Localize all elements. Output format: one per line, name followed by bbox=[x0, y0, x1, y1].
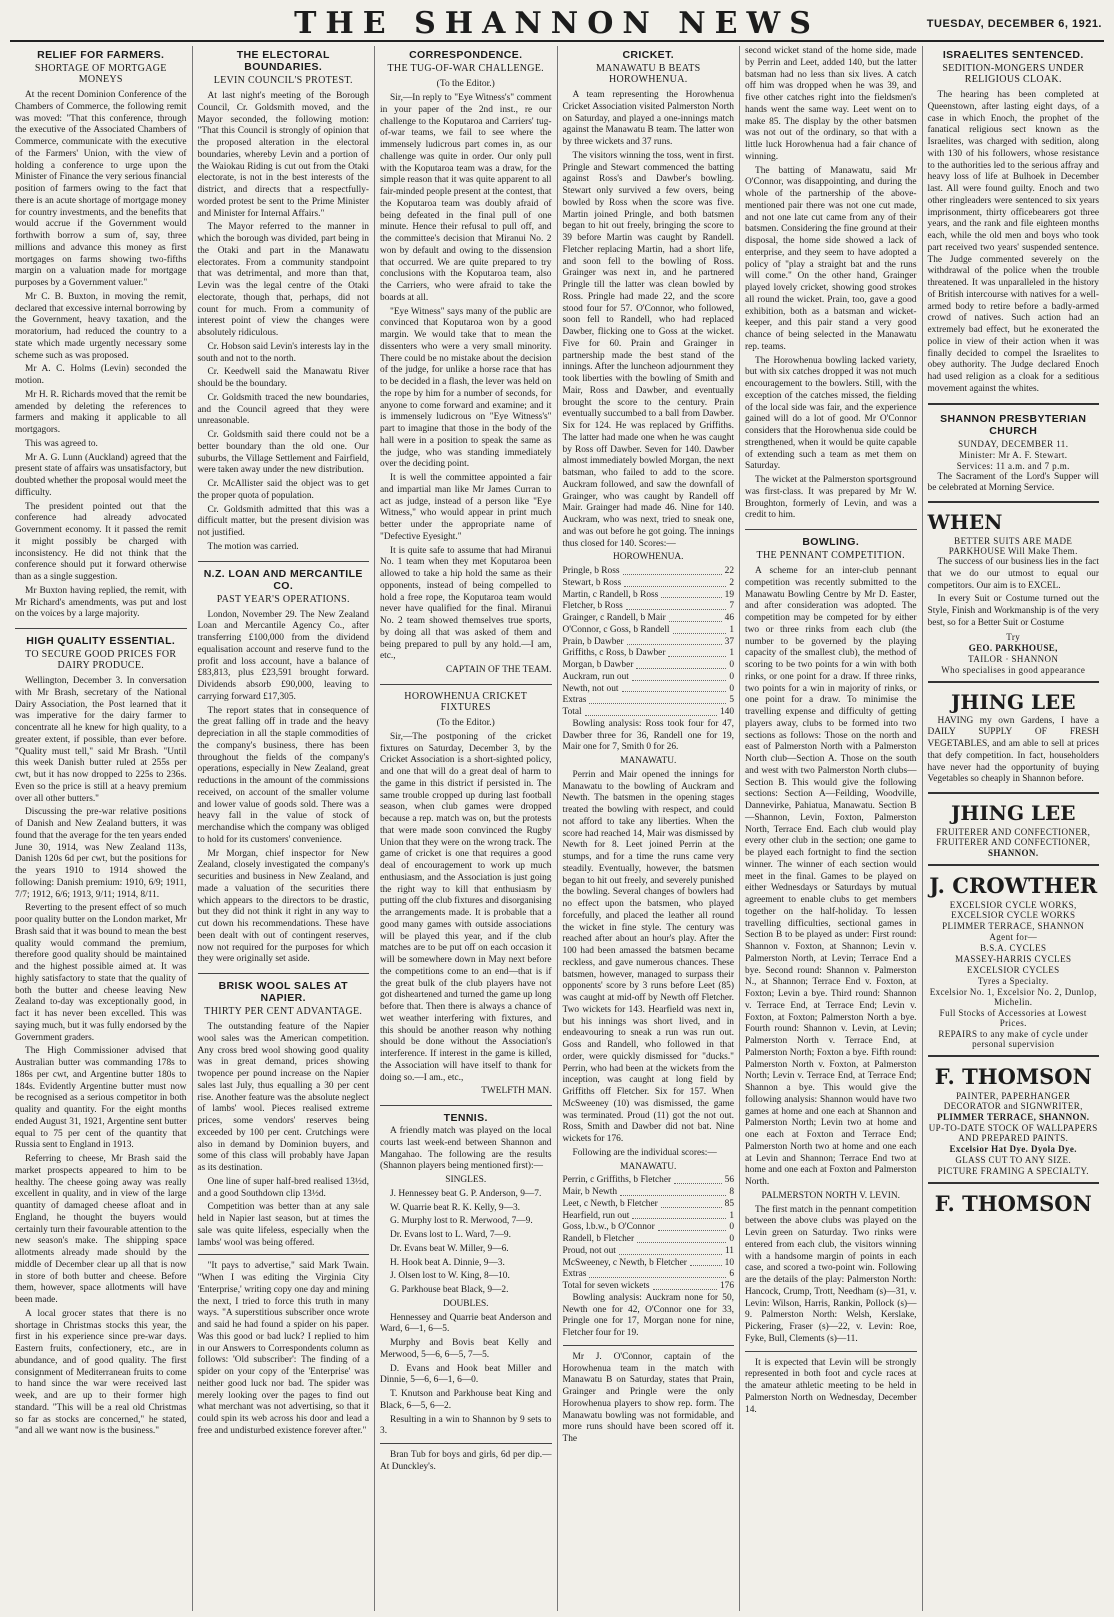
paragraph: Competition was better than at any sale held in Napier last season, but at times the sale was quite lifeless, especially when the lambs' wool was being offered. bbox=[197, 1202, 369, 1248]
paragraph: The Mayor referred to the manner in which the borough was divided, part being in the Otaki and part in the Manawatu electorates. From a community standpoint that was detrimental, and more than that, Levin was the legal centre of the Otaki electorate, though that, perhaps, did not count for much. From a community of interest point of view the changes were absolutely ridiculous. bbox=[197, 222, 369, 338]
score-row bbox=[563, 684, 735, 696]
result-line: J. Hennessey beat G. P. Anderson, 9—7. bbox=[390, 1188, 542, 1199]
score-label: Fletcher, b Ross bbox=[562, 601, 623, 612]
subheadline: THE TUG-OF-WAR CHALLENGE. bbox=[387, 63, 544, 74]
score-value: 6 bbox=[729, 1269, 734, 1280]
score-label: Proud, not out bbox=[562, 1245, 616, 1256]
divider bbox=[563, 1345, 735, 1346]
subheadline: PAST YEAR'S OPERATIONS. bbox=[216, 593, 350, 605]
score-label: Goss, l.b.w., b O'Connor bbox=[562, 1222, 655, 1233]
score-row bbox=[563, 566, 735, 578]
paragraph: The hearing has been completed at Queenstown, after lasting eight days, of a case in which Enoch, the prophet of the fanatical religious sect known as the Israelites, was charged with sedition, along with 130 of his followers, whose resistance to the authorities led to the serious affray and heavy loss of life at Bulhoek in December last. All were found guilty. Enoch and two other ringleaders were sentenced to six years imprisonment, thirty officebearers got three years, and the rank and file eighteen months each, while the old men and boys who took part received two years' suspended sentence. The Judge commented severely on the withdrawal of the police when the trouble threatened. It was unparalleled in the history of British intercourse with natives for a well-armed body to retire before a badly-armed crowd of natives. Such action had an extremely bad effect, but he exonerated the police in view of their action when it was finally decided to compel the Israelites to obey authority. The Judge declared Enoch had used religion as a cloak for a seditious movement against the whites. bbox=[927, 90, 1099, 394]
leader-dots bbox=[674, 1175, 721, 1184]
column-6 bbox=[923, 46, 1105, 1611]
advert-parkhouse bbox=[928, 501, 1100, 675]
paragraph: The High Commissioner advised that Australian butter was commanding 178s to 186s per cwt, and Argentine butter 180s to 184s. Evidently Argentine butter must now be recognised as a serious competitor in both quality and quantity. For the eight months ended August 31, 1921, Argentine sent butter equal to 75 per cent of the quantity that Russia sent to England in 1913. bbox=[15, 1046, 187, 1151]
subheadline: SHORTAGE OF MORTGAGE MONEYS bbox=[34, 63, 167, 85]
score-value: 0 bbox=[729, 1222, 734, 1233]
leader-dots bbox=[589, 695, 726, 704]
advert-line: EXCELSIOR CYCLES bbox=[966, 965, 1060, 975]
leader-dots bbox=[658, 1222, 727, 1231]
score-value: 85 bbox=[724, 1198, 734, 1209]
score-value: 46 bbox=[724, 613, 734, 623]
paragraph: Referring to cheese, Mr Brash said the market prospects appeared to him to be healthy. The cheese going away was really excellent in quality, and in view of the large quantity of damaged cheese afloat and in England, he thought the buyers would certainly turn their favourable attention to the new season's make. The shipping space allotments already made should by the middle of December clear up all that is now in store of both butter and cheese. Before them, however, space allotments will have been made. bbox=[15, 1154, 187, 1305]
advert-title: JHING LEE bbox=[950, 689, 1076, 714]
score-label: McSweeney, c Newth, b Fletcher bbox=[562, 1257, 687, 1268]
masthead bbox=[10, 6, 1104, 42]
paragraph: "It pays to advertise," said Mark Twain. "When I was editing the Virginia City 'Enterprise,' writing copy one day and mining the next, I tried to force this truth in many ways. "A superstitious subscriber once wrote and said he had found a spider on his paper. Was this good or bad luck? I replied to him in our Answers to Correspondents column as follows: 'Old subscriber': The finding of a spider on your copy of the 'Enterprise' was neither good luck nor bad. The spider was merely looking over the pages to find out what merchant was not advertising, so that it could spin its web across his door and lead a free and undisturbed existence forever after." bbox=[197, 1261, 369, 1436]
score-value: 5 bbox=[729, 695, 734, 706]
notice-minister: Minister: Mr A. F. Stewart. bbox=[959, 449, 1068, 460]
subheadline: THE PENNANT COMPETITION. bbox=[756, 550, 905, 561]
paragraph: Bowling analysis: Ross took four for 47, Dawber three for 36, Randell one for 19, Mair one for 7, Smith 0 for 26. bbox=[562, 718, 734, 753]
advert-crowther bbox=[928, 864, 1100, 1049]
article-high-quality bbox=[15, 635, 187, 1438]
signature: TWELFTH MAN. bbox=[481, 1086, 552, 1097]
score-label: Griffiths, c Ross, b Dawber bbox=[562, 648, 666, 659]
score-label: Stewart, b Ross bbox=[562, 577, 622, 588]
score-value: 0 bbox=[729, 1234, 734, 1244]
result-line: H. Hook beat A. Dinnie, 9—3. bbox=[390, 1257, 505, 1268]
paragraph: Cr. Goldsmith admitted that this was a difficult matter, but the present division was not justified. bbox=[197, 504, 369, 538]
score-row bbox=[563, 1246, 735, 1258]
score-label: Mair, b Newth bbox=[562, 1187, 618, 1197]
paragraph: The wicket at the Palmerston sportsground was first-class. It was prepared by Mr W. Broughton, formerly of Levin, and was a credit to him. bbox=[745, 475, 917, 521]
article-cricket bbox=[563, 49, 735, 1446]
article-cricket-continued bbox=[745, 46, 917, 522]
advert-line: BETTER SUITS ARE MADE PARKHOUSE Will Make Them. bbox=[948, 536, 1078, 556]
divider bbox=[198, 561, 370, 562]
leader-dots bbox=[653, 1281, 717, 1290]
advert-title: F. THOMSON bbox=[934, 1064, 1092, 1089]
divider bbox=[380, 1105, 552, 1106]
paragraph: It is well the committee appointed a fair and impartial man like Mr James Curran to act as judge, instead of a person like "Eye Witness," who would appear in print much better under the appropriate name of "Defective Eyesight." bbox=[380, 473, 552, 542]
headline: TENNIS. bbox=[443, 1112, 488, 1124]
signature: CAPTAIN OF THE TEAM. bbox=[445, 665, 552, 675]
paragraph: Sir,—The postponing of the cricket fixtures on Saturday, December 3, by the Cricket Association is a short-sighted policy, and one that will do a great deal of harm to the game in this district if persisted in. The same trouble cropped up during last football season, when club games were dropped because a rep. match was on, but the protests that were made soon convinced the Rugby Union that they were on the wrong track. The game of cricket is one that requires a good deal of encouragement to work up much enthusiasm, and the Association is just going the right way to kill that enthusiasm by putting off the club fixtures and disorganising the arrangements made. It is probable that a good many games with outside associations will be played this year, and if the club matches are to be put off on each occasion it will be somewhere down in May next before the competitions come to an end—that is if the great bulk of the club players have not got disheartened and turned the game up long before that. Then there is always a chance of wet weather interfering with fixtures, and this should be another reason why nothing should be done without the Association's interference. If interest in the game is killed, the Association will have itself to thank for doing so.—I am., etc., bbox=[380, 731, 552, 1083]
leader-dots bbox=[668, 648, 726, 657]
divider bbox=[198, 1254, 370, 1255]
advert-thomson-2 bbox=[928, 1182, 1100, 1216]
paragraph: Discussing the pre-war relative positions of Danish and New Zealand butters, it was found that the average for the ten years ended June 30, 1914, was New Zealand 113s, Danish 120s 6d per cwt, but the positions for the years 1910 to 1914 showed the following: Danish premium: 1910, 6/9; 1911, 7/7; 1912, 6/6; 1913, 9/11; 1914, 8/11. bbox=[15, 807, 187, 900]
article-wool-sales bbox=[198, 980, 370, 1438]
divider bbox=[745, 529, 917, 530]
score-row bbox=[563, 613, 735, 625]
leader-dots bbox=[589, 1269, 726, 1278]
score-label: O'Connor, c Goss, b Randell bbox=[562, 624, 670, 635]
score-row bbox=[563, 1187, 735, 1199]
paragraph: Mr C. B. Buxton, in moving the remit, declared that excessive internal borrowing by the Government, heavy taxation, and the moratorium, had reduced the country to a state which made urgently necessary some scheme such as was proposed. bbox=[15, 291, 187, 361]
leader-dots bbox=[619, 1246, 722, 1255]
scorecard-manawatu bbox=[563, 1175, 735, 1281]
score-value: 140 bbox=[719, 707, 734, 717]
score-label: Total bbox=[562, 707, 582, 717]
notice-date: SUNDAY, DECEMBER 11. bbox=[958, 438, 1069, 449]
column-4 bbox=[558, 46, 741, 1611]
paragraph: At last night's meeting of the Borough Council, Cr. Goldsmith moved, and the Mayor seconded, the following motion: "That this Council is strongly of opinion that the proposed alteration in the electoral boundaries, whereby Levin and a portion of the Waiokau Riding is cut out from the Otaki electorate, is not in the best interests of the district, and directs that a respectfully-worded protest be sent to the Prime Minister and Minister for Internal Affairs." bbox=[197, 91, 369, 219]
leader-dots bbox=[585, 707, 717, 716]
score-row bbox=[563, 1269, 735, 1281]
subheadline: LEVIN COUNCIL'S PROTEST. bbox=[213, 75, 353, 86]
score-row bbox=[563, 1234, 735, 1246]
paragraph: It is expected that Levin will be strongly represented in both foot and cycle races at the amateur athletic meeting to be held in Palmerston North on Wednesday, December 14. bbox=[745, 1357, 917, 1415]
score-label: Extras bbox=[562, 1269, 587, 1280]
score-label: Leet, c Newth, b Fletcher bbox=[562, 1198, 658, 1209]
result-line: G. Parkhouse beat Black, 9—2. bbox=[390, 1285, 509, 1295]
article-electoral-boundaries bbox=[198, 49, 370, 554]
advert-line: Tyres a Specialty. bbox=[977, 976, 1049, 986]
columns bbox=[10, 46, 1104, 1611]
paragraph: Following are the individual scores:— bbox=[572, 1147, 717, 1158]
advert-line: PLIMMER TERRACE, SHANNON. bbox=[937, 1112, 1090, 1122]
headline: RELIEF FOR FARMERS. bbox=[37, 49, 165, 61]
paragraph: Mr Buxton having replied, the remit, with Mr Richard's amendments, was put and lost on the voices by a large majority. bbox=[15, 585, 187, 620]
divider bbox=[380, 1443, 552, 1444]
subheading: SINGLES. bbox=[445, 1175, 487, 1185]
advert-title: J. CROWTHER bbox=[929, 873, 1098, 898]
paragraph: The success of our business lies in the fact that we do our utmost to equal our competitors. Our aim is to EXCEL. bbox=[927, 557, 1099, 591]
paragraph: Wellington, December 3. In conversation with Mr Brash, secretary of the National Dairy Association, the Post learned that it was imperative for the dairy farmer to concentrate all he knew for high quality, to a greater extent, if possible, than ever before. "Quality must tell," said Mr Brash. "Until this week Danish butter ruled at 255s per cwt, but it has now dropped to 225s to 236s. Even so the price is still at a heavy premium over all other butters." bbox=[15, 676, 187, 804]
subheadline: MANAWATU B BEATS HOROWHENUA. bbox=[595, 63, 701, 85]
score-value: 22 bbox=[724, 566, 734, 576]
advert-line: B.S.A. CYCLES bbox=[980, 943, 1047, 953]
score-label: Randell, b Fletcher bbox=[562, 1234, 635, 1244]
paragraph: Cr. Hobson said Levin's interests lay in the south and not to the north. bbox=[197, 341, 369, 364]
headline: BOWLING. bbox=[802, 536, 860, 548]
leader-dots bbox=[661, 590, 721, 599]
advert-line: TAILOR · SHANNON bbox=[968, 653, 1059, 664]
score-row bbox=[563, 625, 735, 637]
paragraph: A friendly match was played on the local courts last week-end between Shannon and Mangahao. The following are the results (Shannon players being mentioned first):— bbox=[380, 1126, 552, 1172]
church-notice bbox=[928, 403, 1100, 496]
paragraph: Perrin and Mair opened the innings for Manawatu to the bowling of Auckram and Newth. The batsmen in the opening stages treated the bowling with respect, and could not afford to take any liberties. When the score had reached 14, Mair was dismissed by Newth for 8. Leet joined Perrin at the stumps, and for a time the runs came very steadily. Eventually, however, the batsmen began to hit out freely, and severely punished the bowling. Several changes of bowlers had no effect upon the batsmen, who played forcefully, and placed the leather all round the wicket in fine style. The century was reached after about an hour's play. After the 100 had been amassed the batsmen became reckless, and gave numerous chances. These batsmen, however, managed to surpass their opponents' score by 3 runs before Leet (85) was caught at mid-off by Newth off Fletcher. Two wickets for 143. Hearfield was next in, but his innings was short lived, and in endeavouring to sneak a run was run out. Goss and Randell, who followed in that order, were quickly dismissed for "ducks." Perrin, who had been at the wickets from the inception, was caught at long field by Griffiths off Fletcher. Six for 157. When McSweeney (10) was dismissed, the game was terminated. Proud (11) got the not out. Ross, Smith and Dawber did not bat. Nine wickets for 176. bbox=[562, 769, 734, 1144]
score-row bbox=[563, 578, 735, 590]
paragraph: Reverting to the present effect of so much poor quality butter on the London market, Mr Brash said that it was bound to mean the best quality would command the premium, therefore good quality should be maintained and the highest possible aimed at. It was highly satisfactory to state that the quality of both the butter and cheese leaving New Zealand to-day was exceptionally good, in fact it has never been excelled. This was saying much, but it was fully endorsed by the Government graders. bbox=[15, 903, 187, 1043]
advert-jhing-lee-fruiterer bbox=[928, 792, 1100, 858]
score-label: Total for seven wickets bbox=[562, 1281, 650, 1291]
paragraph: Mr H. R. Richards moved that the remit be amended by deleting the references to farmers and making it applicable to all mortgagors. bbox=[15, 389, 187, 435]
headline: HIGH QUALITY ESSENTIAL. bbox=[26, 635, 176, 647]
paragraph: Resulting in a win to Shannon by 9 sets to 3. bbox=[380, 1414, 552, 1437]
paragraph: Cr. Goldsmith said there could not be a better boundary than the old one. Our suburbs, the Village Settlement and Fairfield, were taken away under the new distribution. bbox=[197, 430, 369, 476]
score-row bbox=[563, 590, 735, 602]
paragraph: A scheme for an inter-club pennant competition was recently submitted to the Manawatu Bowling Centre by Mr D. Easter, and after consideration was adopted. The competition may be competed for by either two or three rinks from each club (the number to be governed by the playing capacity of the smallest club), the method of scoring to be two points for a win with both rinks, or one point for a draw. If three rinks, two points for a win in majority of rinks, or one point for a draw. To minimise the travelling expense and difficulty of getting players away, clubs to be formed into two sections as follows: Those on the north and east of Palmerston North with a Palmerston North club—Section A. Those on the south and west with two Palmerston North clubs—Section B. This would give the following sections: Section A—Feilding, Woodville, Dannevirke, Pahiatua, Manawatu. Section B—Shannon, Levin, Foxton, Palmerston North, Terrace End. Each club would play every other club in the section; one game to be played each fortnight to find the section winner. The winner of each section would meet in the final. Games to be played on either Wednesdays or Saturdays by mutual agreement to enable clubs to get members together on the half-holiday. To lessen travelling difficulties, sectional games in Section B to be played as under: First round: Shannon v. Foxton, at Shannon; Levin v. Palmerston North, at Levin; Terrace End a bye. Second round: Shannon v. Palmerston N., at Shannon; Terrace End v. Foxton, at Foxton; Levin a bye. Third round: Shannon v. Terrace End, at Terrace End; Levin v. Foxton, at Foxton; Palmerston North a bye. Fourth round: Shannon v. Levin, at Levin; Palmerston North v. Terrace End, at Palmerston North; Foxton a bye. Fifth round: Palmerston North v. Foxton, at Palmerston North; Levin v. Terrace End, at Terrace End; Shannon a bye. This would give the following analysis: Shannon would have two games at home and one each at Shannon and Palmerston North; Levin two at home and one each at Foxton and Terrace End; Palmerston North two at home and one each at Levin and Shannon; Terrace End two at home and one each at Foxton and Palmerston North. bbox=[745, 566, 917, 1187]
advert-line: PAINTER, PAPERHANGER DECORATOR and SIGNWRITER, bbox=[943, 1091, 1083, 1111]
score-value: 1 bbox=[729, 648, 734, 659]
score-label: Grainger, c Randell, b Mair bbox=[562, 613, 666, 623]
result-line: Dr. Evans lost to L. Ward, 7—9. bbox=[390, 1230, 511, 1240]
score-label: Extras bbox=[562, 695, 587, 706]
advert-line: Excelsior Hat Dye. Dyola Dye. bbox=[949, 1144, 1077, 1154]
leader-dots bbox=[636, 660, 726, 669]
score-value: 0 bbox=[729, 671, 734, 682]
result-line: D. Evans and Hook beat Miller and Dinnie, 5—6, 6—1, 6—0. bbox=[380, 1363, 552, 1386]
newspaper-title: THE SHANNON NEWS bbox=[294, 6, 820, 41]
advert-thomson bbox=[928, 1055, 1100, 1176]
divider bbox=[745, 1351, 917, 1352]
score-row bbox=[563, 601, 735, 613]
paragraph: This was agreed to. bbox=[25, 438, 98, 449]
headline: THE ELECTORAL BOUNDARIES. bbox=[236, 49, 330, 73]
paragraph: "Eye Witness" says many of the public are convinced that Koputaroa won by a good margin. We would take that to mean the dissenters who were a very small minority. There could be no mistake about the decision of the judge, for unlike a horse race that has to be decided in a flash, the lever was held on the rope by him for a number of seconds, for anyone to come forward and examine; and it is immensely ludicrous on "Eye Witness's" part to imagine that those in the body of the hall were in a position to speak the same as the judge, who was standing immediately over the deciding point. bbox=[380, 306, 552, 470]
score-value: 8 bbox=[729, 1187, 734, 1197]
leader-dots bbox=[673, 625, 727, 634]
result-line: Hennessey and Quarrie beat Anderson and Ward, 6—1, 6—5. bbox=[380, 1312, 552, 1335]
score-value: 176 bbox=[719, 1281, 734, 1291]
advert-line: SHANNON. bbox=[988, 848, 1039, 858]
paragraph: One line of super half-bred realised 13½d, and a good Southdown clip 13½d. bbox=[197, 1176, 369, 1199]
subheadline: SEDITION-MONGERS UNDER RELIGIOUS CLOAK. bbox=[942, 63, 1085, 85]
subheading: DOUBLES. bbox=[442, 1298, 489, 1309]
advert-title: WHEN bbox=[927, 510, 1003, 534]
advert-line: EXCELSIOR CYCLE WORKS, EXCELSIOR CYCLE WORKS bbox=[949, 900, 1077, 920]
result-line: Dr. Evans beat W. Miller, 9—6. bbox=[390, 1243, 509, 1254]
paragraph: It is quite safe to assume that had Miranui No. 1 team when they met Koputaroa been allowed to take a hip hold the same as their opponents, instead of being compelled to hold a free rope, the Koputaroa team would never have qualified for the final. Miranui No. 2 team showed themselves true sports, by doing all that was asked of them and being prepared to pull by any hold.—I am, etc., bbox=[380, 545, 552, 662]
team-heading: MANAWATU. bbox=[620, 1161, 677, 1172]
scorecard-horowhenua bbox=[563, 566, 735, 707]
article-cricket-fixtures bbox=[380, 691, 552, 1098]
subheading: PALMERSTON NORTH V. LEVIN. bbox=[761, 1190, 900, 1201]
leader-dots bbox=[620, 1187, 726, 1196]
advert-line: Agent for— bbox=[989, 932, 1038, 942]
team-heading: HOROWHENUA. bbox=[612, 552, 684, 563]
column-3 bbox=[375, 46, 558, 1611]
headline: CRICKET. bbox=[622, 49, 675, 61]
paragraph: second wicket stand of the home side, made by Perrin and Leet, added 140, but the latter batsman had no less than six lives. A catch off him was dropped when he was 39, and five other catches right into the fieldsmen's hands went the same way. Leet went on to make 85. The display by the other batsmen was not out of the ordinary, so that with a little luck Horowhenua had a fair chance of winning. bbox=[745, 46, 917, 162]
score-value: 0 bbox=[729, 683, 734, 694]
score-label: Morgan, b Dawber bbox=[562, 660, 634, 670]
score-value: 1 bbox=[729, 1210, 734, 1221]
advert-line: FRUITERER AND CONFECTIONER, FRUITERER AND CONFECTIONER, bbox=[936, 827, 1091, 847]
subheadline: TO SECURE GOOD PRICES FOR DAIRY PRODUCE. bbox=[25, 649, 177, 671]
headline: BRISK WOOL SALES AT NAPIER. bbox=[218, 980, 348, 1004]
advert-line: Excelsior No. 1, Excelsior No. 2, Dunlop, Michelin. bbox=[929, 987, 1097, 1007]
paragraph: London, November 29. The New Zealand Loan and Mercantile Agency Co., after transferring £100,000 from the dividend equalisation account and reserve fund to the profit and loss account, have a balance of £83,813, plus £23,591 brought forward. Dividends absorb £90,000, leaving to carrying forward £17,305. bbox=[197, 609, 369, 702]
score-value: 37 bbox=[724, 636, 734, 647]
paragraph: HAVING my own Gardens, I have a DAILY SUPPLY OF FRESH VEGETABLES, and am able to sell at prices that defy competition. In fact, householders have never had the opportunity of buying Vegetables so cheaply in Shannon before. bbox=[927, 715, 1099, 785]
paragraph: Bran Tub for boys and girls, 6d per dip.—At Dunckley's. bbox=[380, 1450, 552, 1472]
paragraph: Mr A. G. Lunn (Auckland) agreed that the present state of affairs was unsatisfactory, but doubted whether the proposal would meet the difficulty. bbox=[15, 452, 187, 498]
advert-line: REPAIRS to any make of cycle under personal supervision bbox=[938, 1029, 1089, 1049]
advert-line: Who specialises in good appearance bbox=[941, 664, 1086, 675]
advert-name: GEO. PARKHOUSE, bbox=[968, 642, 1058, 653]
headline: ISRAELITES SENTENCED. bbox=[942, 49, 1084, 61]
leader-dots bbox=[624, 578, 726, 587]
paragraph: The Horowhenua bowling lacked variety, but with six catches dropped it was not much encouragement to the bowlers. Still, with the exception of the catches missed, the fielding of the local side was fair, and the experience gained will do a lot of good. Mr O'Connor considers that the Horowhenua side could be strengthened, when it would be quite capable of extending such a team as met them on Saturday. bbox=[745, 355, 917, 472]
column-2 bbox=[193, 46, 376, 1611]
advert-line: UP-TO-DATE STOCK OF WALLPAPERS AND PREPARED PAINTS. bbox=[928, 1123, 1098, 1143]
to-the-editor: (To the Editor.) bbox=[436, 717, 495, 728]
score-label: Auckram, run out bbox=[562, 671, 629, 682]
score-row bbox=[563, 648, 735, 660]
paragraph: Mr J. O'Connor, captain of the Horowhenua team in the match with Manawatu B on Saturday, states that Prain, Grainger and Pringle were the only Horowhenua players to show rep. form. The Manawatu bowling was not formidable, and more runs should have been scored off it. The bbox=[562, 1351, 734, 1444]
advert-line: PLIMMER TERRACE, SHANNON bbox=[942, 921, 1085, 931]
advert-line: MASSEY-HARRIS CYCLES bbox=[955, 954, 1072, 964]
leader-dots bbox=[669, 613, 722, 622]
result-line: J. Olsen lost to W. King, 8—10. bbox=[390, 1271, 510, 1282]
advert-jhing-lee bbox=[928, 681, 1100, 787]
advert-line: Full Stocks of Accessories at Lowest Prices. bbox=[939, 1008, 1087, 1028]
divider bbox=[198, 973, 370, 974]
score-label: Pringle, b Ross bbox=[562, 566, 620, 576]
paragraph: Cr. McAllister said the object was to get the proper quota of population. bbox=[197, 479, 369, 501]
leader-dots bbox=[637, 1234, 726, 1243]
score-row bbox=[563, 1258, 735, 1270]
advert-line: PICTURE FRAMING A SPECIALTY. bbox=[937, 1166, 1089, 1176]
score-value: 11 bbox=[724, 1245, 734, 1256]
score-label: Prain, b Dawber bbox=[562, 636, 624, 647]
paragraph: Mr A. C. Holms (Levin) seconded the motion. bbox=[15, 364, 187, 386]
leader-dots bbox=[626, 601, 727, 610]
score-label: Hearfield, run out bbox=[562, 1210, 630, 1221]
paragraph: The visitors winning the toss, went in first. Pringle and Stewart commenced the batting against Ross's and Dawber's bowling. Stewart only survived a few overs, being bowled by Ross when the score was five. Martin joined Pringle, and both batsmen began to hit out freely, bringing the score to 39 before Martin was caught by Randell. Fletcher replacing Martin, had a short life, and soon fell to the bowling of Ross. Grainger was next in, and he partnered Pringle till the latter was clean bowled by Ross. Pringle had made 22, and the score stood four for 57. O'Connor, who followed, soon fell to Randell, who had replaced Dawber, flicking one to Goss at the wicket. Five for 60. Prain and Grainger in partnership made the best stand of the innings. After the luncheon adjournment they took liberties with the bowling of Smith and Mair, Ross and Dawber, and eventually brought the score to the century. Prain eventually succumbed to a ball from Dawber. Six for 124. He was replaced by Griffiths. The latter had made one when he was caught by Ross off Dawber. Seven for 140. Dawber almost immediately bowled Morgan, the next batsman, who failed to add to the score. Auckram followed, and saw the downfall of Grainger, who was caught by Randell off Mair. Grainger had made 46. Nine for 140. Auckram, who was next, tried to sneak one, and was out before he got going. The innings thus closed for 140. Scores:— bbox=[562, 150, 734, 549]
score-value: 7 bbox=[729, 601, 734, 612]
advert-title: JHING LEE bbox=[950, 801, 1076, 825]
result-line: G. Murphy lost to R. Merwood, 7—9. bbox=[390, 1216, 533, 1227]
score-row bbox=[563, 637, 735, 649]
subheadline: THIRTY PER CENT ADVANTAGE. bbox=[204, 1006, 363, 1017]
paragraph: Sir,—In reply to "Eye Witness's" comment in your paper of the 2nd inst., re our challenge to the Koputaroa and Carriers' tug-of-war teams, we fail to see where the immensely ludicrous part comes in, as our challenge was quite in order. Our only pull with the Koputaroa team was a draw, for the simple reason that it was quite apparent to all fair-minded people present at the contest, that the Koputaroa team was doubly afraid of being defeated in the final pull of one minute. Hence their refusal to pull off, and the committee's decision that Miranui No. 2 won by default and owing to the dissension that occurred. We are quite prepared to try conclusions with the Koputaroa team, also the Carriers, who were afraid to take the boards at all. bbox=[380, 93, 552, 303]
advert-line: GLASS CUT TO ANY SIZE. bbox=[955, 1155, 1072, 1165]
paragraph: The president pointed out that the conference had already advocated Government economy. It it passed the remit it might possibly be charged with inconsistency. He did not think that the conference should put it forward otherwise than as a single suggestion. bbox=[15, 501, 187, 582]
paragraph: The first match in the pennant competition between the above clubs was played on the Levin green on Saturday. Two rinks were entered from each club, the visitors winning with a handsome margin of points in each case, and scored a two-point win. Following are the details of the play: Palmerston North: Hancock, Crump, Trott, Needham (s)—31, v. Levin: Wilson, Harris, Rankin, Pollock (s)—9. Palmerston North: Welsh, Kerslake, Pickering, Fraser (s)—22, v. Levin: Roe, Fyke, Bull, Clements (s)—11. bbox=[745, 1204, 917, 1344]
paragraph: Mr Morgan, chief inspector for New Zealand, closely investigated the company's securities and business in New Zealand, and made a valuation of the securities there which appears to the directors to be drastic, but they did not think it right in any way to cut down his recommendations. These have been dealt with out of contingent reserves, now not required for the purposes for which they were originally set aside. bbox=[197, 848, 369, 965]
leader-dots bbox=[661, 1199, 722, 1208]
score-value: 0 bbox=[729, 660, 734, 670]
subheadline: HOROWHENUA CRICKET FIXTURES bbox=[404, 690, 528, 713]
paragraph: The outstanding feature of the Napier wool sales was the American competition. Any cross bred wool showing good quality was in great demand, prices showing twopence per pound increase on the Napier sales last July, thus equalling a 30 per cent rise. Another feature was the absolute neglect of lambs' wool. Pieces realised extreme prices, some vendors' reserves being exceeded by 100 per cent. Crutchings were also in demand by Dominion buyers, and some of this class will probably have Japan as its destination. bbox=[197, 1022, 369, 1173]
score-value: 2 bbox=[729, 577, 734, 588]
result-line: Murphy and Bovis beat Kelly and Merwood, 5—6, 6—5, 7—5. bbox=[380, 1338, 552, 1360]
article-bowling bbox=[745, 536, 917, 1416]
result-line: T. Knutson and Parkhouse beat King and Black, 6—5, 6—2. bbox=[380, 1389, 552, 1411]
headline: CORRESPONDENCE. bbox=[409, 49, 523, 61]
paragraph: In every Suit or Costume turned out the Style, Finish and Workmanship is of the very best, so for a Better Suit or Costume bbox=[927, 594, 1099, 628]
paragraph: A local grocer states that there is no shortage in Christmas stocks this year, the first in his experience since pre-war days. Eastern fruits, confectionery, etc., are in abundance, and of good quality. The first consignment of Mediterranean fruits to come to hand since the war were received last week, and are up to their former high standard. "This will be a real old Christmas so far as stocks are concerned," he stated, "and all we want now is the business." bbox=[15, 1308, 187, 1437]
score-row bbox=[563, 1222, 735, 1234]
article-nz-loan bbox=[198, 568, 370, 967]
score-value: 19 bbox=[724, 589, 734, 600]
paragraph: Bowling analysis: Auckram none for 50, Newth one for 42, O'Connor one for 33, Pringle one for 17, Morgan none for nine, Fletcher four for 19. bbox=[562, 1292, 734, 1338]
leader-dots bbox=[623, 566, 722, 575]
article-tennis bbox=[380, 1112, 552, 1474]
article-israelites bbox=[928, 49, 1100, 396]
score-label: Newth, not out bbox=[562, 683, 619, 694]
score-total bbox=[563, 707, 735, 719]
leader-dots bbox=[632, 1211, 726, 1220]
score-total bbox=[563, 1281, 735, 1293]
paragraph: The report states that in consequence of the great falling off in trade and the heavy depreciation in all the staple commodities of the company's business, there has been throughout the fields of the company's operations, especially in New Zealand, great reductions in the amount of the commissions received, on account of the smaller volume and lower value of goods sold. There was a heavy fall in the value of stock of merchandise which the company was obliged to hold for its customers' convenience. bbox=[197, 705, 369, 845]
score-row bbox=[563, 1199, 735, 1211]
leader-dots bbox=[632, 672, 726, 681]
paragraph: Cr. Goldsmith traced the new boundaries, and the Council agreed that they were unreasonable. bbox=[197, 392, 369, 427]
score-value: 1 bbox=[729, 624, 734, 635]
paragraph: The Sacrament of the Lord's Supper will be celebrated at Morning Service. bbox=[927, 471, 1099, 494]
paragraph: The motion was carried. bbox=[207, 541, 299, 552]
column-5 bbox=[740, 46, 923, 1611]
score-value: 56 bbox=[724, 1175, 734, 1186]
score-row bbox=[563, 672, 735, 684]
paragraph: Cr. Keedwell said the Manawatu River should be the boundary. bbox=[197, 367, 369, 389]
score-row bbox=[563, 1175, 735, 1187]
divider bbox=[380, 684, 552, 685]
advert-line: Try bbox=[1006, 631, 1021, 642]
score-label: Martin, c Randell, b Ross bbox=[562, 589, 659, 600]
headline: N.Z. LOAN AND MERCANTILE CO. bbox=[203, 567, 363, 592]
column-1 bbox=[10, 46, 193, 1611]
score-row bbox=[563, 695, 735, 707]
article-relief-for-farmers bbox=[15, 49, 187, 621]
advert-title: F. THOMSON bbox=[934, 1191, 1092, 1216]
score-value: 10 bbox=[724, 1257, 734, 1268]
score-row bbox=[563, 660, 735, 672]
paragraph: The batting of Manawatu, said Mr O'Connor, was disappointing, and during the whole of the partnership of the above-mentioned pair there was not one cut made, and not one late cut came from any of their batsmen. Considering the fine ground at their disposal, the home side showed a lack of enterprise, and they seem to have adopted a policy of "play a straight bat and the runs will come." On the other hand, Grainger played lovely cricket, showing good strokes all round the wicket. Prain, too, gave a good exhibition, both as a batsman and wicket-keeper, and this pair stand a very good chance of being selected in the Manawatu rep. teams. bbox=[745, 165, 917, 352]
divider bbox=[15, 628, 187, 629]
leader-dots bbox=[622, 684, 727, 693]
paragraph: A team representing the Horowhenua Cricket Association visited Palmerston North on Saturday, and played a one-innings match against the Manawatu B team. The latter won by three wickets and 37 runs. bbox=[562, 90, 734, 147]
to-the-editor: (To the Editor.) bbox=[436, 79, 495, 89]
notice-services: Services: 11 a.m. and 7 p.m. bbox=[956, 460, 1070, 471]
paragraph: At the recent Dominion Conference of the Chambers of Commerce, the following remit was moved: "That this conference, through the executive of the Associated Chambers of Commerce, communicate with the executive of the Farmers' Union, with the view of holding a conference to urge upon the Minister of Finance the very serious financial position of farmers owing to the fact that there is an acute shortage of mortgage money for country investments, and the benefits that would accrue if the Government would forthwith borrow a sum of, say, three millions and advance this money as first mortgages on farms showing two-fifths margin on a valuation made for mortgage purposes by a Government valuer." bbox=[15, 90, 187, 288]
issue-date: TUESDAY, DECEMBER 6, 1921. bbox=[926, 18, 1102, 30]
leader-dots bbox=[627, 637, 722, 646]
article-correspondence bbox=[380, 49, 552, 677]
result-line: W. Quarrie beat R. K. Kelly, 9—3. bbox=[390, 1202, 521, 1213]
notice-heading: SHANNON PRESBYTERIAN CHURCH bbox=[940, 412, 1087, 437]
team-heading: MANAWATU. bbox=[620, 756, 677, 766]
score-label: Perrin, c Griffiths, b Fletcher bbox=[562, 1175, 672, 1186]
score-row bbox=[563, 1211, 735, 1223]
leader-dots bbox=[690, 1258, 722, 1267]
